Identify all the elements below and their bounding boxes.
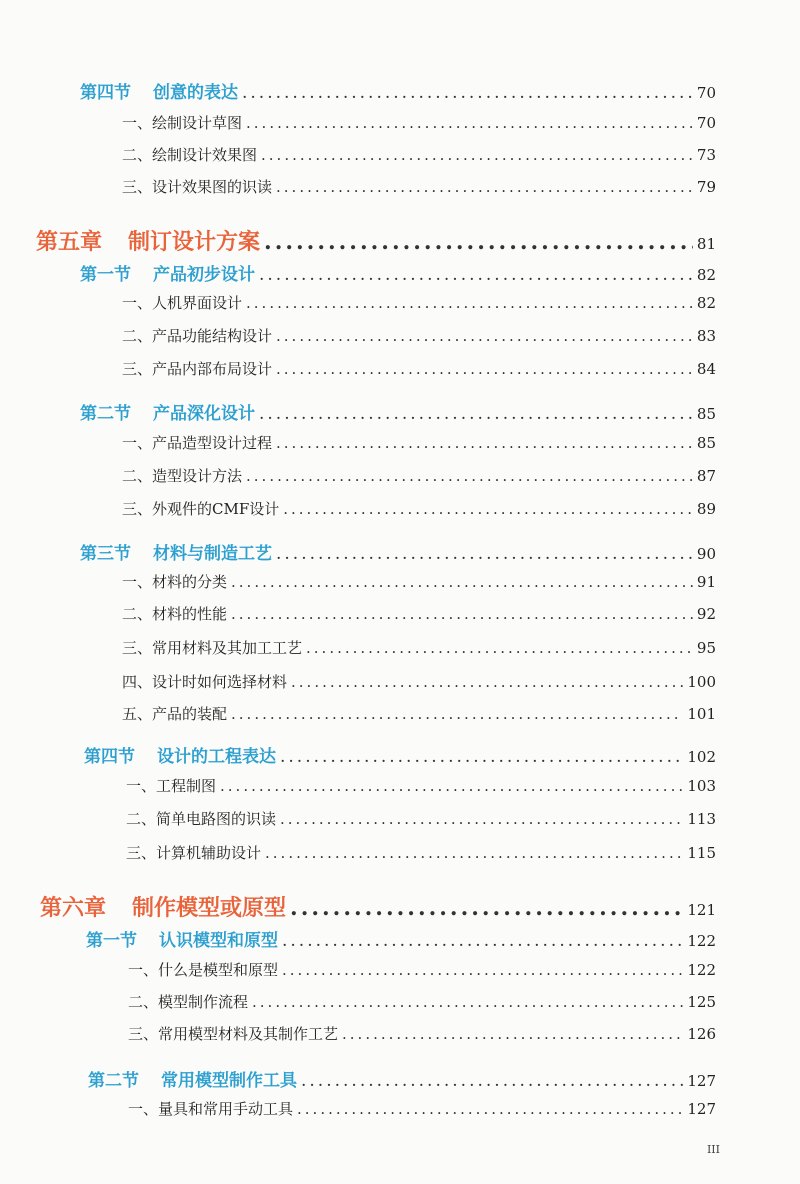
- toc-chapter[interactable]: [40, 891, 716, 922]
- toc-item[interactable]: [122, 571, 716, 592]
- item-title: 三、常用材料及其加工工艺: [122, 639, 303, 657]
- section-title: 认识模型和原型: [159, 931, 278, 951]
- item-title: 三、产品内部布局设计: [122, 360, 273, 378]
- toc-item[interactable]: [122, 144, 716, 165]
- item-title: 一、什么是模型和原型: [128, 961, 279, 979]
- leader-dots: [280, 810, 683, 828]
- toc-item[interactable]: [122, 498, 716, 519]
- leader-dots: [242, 83, 693, 103]
- leader-dots: [276, 178, 693, 196]
- toc-item[interactable]: [126, 808, 716, 829]
- page-number: 91: [696, 573, 716, 591]
- page-number: 92: [696, 605, 716, 623]
- toc-section[interactable]: [86, 926, 716, 951]
- page-number: 83: [696, 327, 716, 345]
- toc-item[interactable]: [122, 465, 716, 486]
- section-number: 第一节: [86, 931, 137, 951]
- page-number: 95: [696, 639, 716, 657]
- leader-dots: [282, 961, 683, 979]
- page-number: 125: [687, 993, 716, 1011]
- page-number: 127: [687, 1100, 716, 1118]
- toc-item[interactable]: [122, 637, 716, 658]
- leader-dots: [290, 895, 683, 921]
- toc-item[interactable]: [126, 775, 716, 796]
- section-number: 第四节: [84, 747, 135, 767]
- leader-dots: [259, 404, 693, 424]
- leader-dots: [306, 639, 693, 657]
- page-number: 85: [696, 434, 716, 452]
- leader-dots: [220, 777, 683, 795]
- item-title: 三、常用模型材料及其制作工艺: [128, 1025, 339, 1043]
- leader-dots: [265, 844, 683, 862]
- leader-dots: [259, 265, 693, 285]
- toc-item[interactable]: [128, 991, 716, 1012]
- leader-dots: [280, 747, 683, 767]
- item-title: 三、设计效果图的识读: [122, 178, 273, 196]
- toc-section[interactable]: [80, 78, 716, 103]
- toc-item[interactable]: [122, 325, 716, 346]
- item-title: 一、量具和常用手动工具: [128, 1100, 294, 1118]
- leader-dots: [276, 434, 693, 452]
- item-title: 三、外观件的CMF设计: [122, 500, 280, 518]
- leader-dots: [231, 605, 693, 623]
- section-number: 第一节: [80, 265, 131, 285]
- section-title: 产品深化设计: [153, 404, 255, 424]
- section-title: 产品初步设计: [153, 265, 255, 285]
- page-number: 90: [696, 545, 716, 563]
- leader-dots: [246, 294, 693, 312]
- section-number: 第二节: [88, 1071, 139, 1091]
- toc-item[interactable]: [128, 959, 716, 980]
- item-title: 二、绘制设计效果图: [122, 146, 258, 164]
- page-number: 70: [696, 84, 716, 102]
- section-title: 设计的工程表达: [157, 747, 276, 767]
- page-number: 121: [687, 901, 716, 919]
- chapter-title: 制作模型或原型: [132, 895, 287, 921]
- leader-dots: [342, 1025, 683, 1043]
- section-number: 第四节: [80, 83, 131, 103]
- leader-dots: [246, 114, 693, 132]
- page-number: 79: [696, 178, 716, 196]
- toc-item[interactable]: [122, 603, 716, 624]
- page-number: 89: [696, 500, 716, 518]
- item-title: 一、人机界面设计: [122, 294, 243, 312]
- page-number: 103: [687, 777, 716, 795]
- leader-dots: [261, 146, 693, 164]
- item-title: 二、产品功能结构设计: [122, 327, 273, 345]
- section-title: 常用模型制作工具: [161, 1071, 297, 1091]
- toc-section[interactable]: [84, 742, 716, 767]
- page-number: 82: [696, 294, 716, 312]
- page-number: 102: [687, 748, 716, 766]
- toc-section[interactable]: [80, 260, 716, 285]
- page-number: 100: [687, 673, 716, 691]
- chapter-number: 第六章: [40, 895, 107, 921]
- page-number: 73: [696, 146, 716, 164]
- page-number: 127: [687, 1072, 716, 1090]
- item-title: 一、工程制图: [126, 777, 217, 795]
- leader-dots: [297, 1100, 683, 1118]
- item-title: 一、绘制设计草图: [122, 114, 243, 132]
- toc-item[interactable]: [122, 703, 716, 724]
- item-title: 二、简单电路图的识读: [126, 810, 277, 828]
- leader-dots: [264, 229, 693, 255]
- page-number: 122: [687, 961, 716, 979]
- section-number: 第三节: [80, 544, 131, 564]
- page-number: 113: [687, 810, 716, 828]
- item-title: 二、造型设计方法: [122, 467, 243, 485]
- leader-dots: [276, 544, 693, 564]
- toc-item[interactable]: [126, 842, 716, 863]
- leader-dots: [276, 360, 693, 378]
- item-title: 四、设计时如何选择材料: [122, 673, 288, 691]
- section-title: 创意的表达: [153, 83, 238, 103]
- leader-dots: [301, 1071, 683, 1091]
- leader-dots: [291, 673, 683, 691]
- page-number: 115: [687, 844, 716, 862]
- toc-item[interactable]: [128, 1023, 716, 1044]
- page-number: 87: [696, 467, 716, 485]
- toc-item[interactable]: [122, 292, 716, 313]
- leader-dots: [282, 931, 683, 951]
- toc-item[interactable]: [122, 176, 716, 197]
- toc-item[interactable]: [122, 671, 716, 692]
- page-number: 82: [696, 266, 716, 284]
- leader-dots: [246, 467, 693, 485]
- leader-dots: [283, 500, 693, 518]
- toc-item[interactable]: [122, 358, 716, 379]
- leader-dots: [231, 573, 693, 591]
- page-number: 84: [696, 360, 716, 378]
- chapter-number: 第五章: [36, 229, 103, 255]
- page-number: 85: [696, 405, 716, 423]
- toc-section[interactable]: [80, 399, 716, 424]
- toc-item[interactable]: [122, 432, 716, 453]
- item-title: 一、产品造型设计过程: [122, 434, 273, 452]
- item-title: 二、模型制作流程: [128, 993, 249, 1011]
- page-number: 126: [687, 1025, 716, 1043]
- page-number: 101: [687, 705, 716, 723]
- page-number: 122: [687, 932, 716, 950]
- page-folio: III: [706, 1143, 720, 1156]
- item-title: 一、材料的分类: [122, 573, 228, 591]
- section-number: 第二节: [80, 404, 131, 424]
- item-title: 二、材料的性能: [122, 605, 228, 623]
- toc-section[interactable]: [80, 539, 716, 564]
- toc-section[interactable]: [88, 1066, 716, 1091]
- page-number: 81: [696, 235, 716, 253]
- leader-dots: [252, 993, 683, 1011]
- chapter-title: 制订设计方案: [128, 229, 261, 255]
- section-title: 材料与制造工艺: [153, 544, 272, 564]
- leader-dots: [231, 705, 683, 723]
- page-number: 70: [696, 114, 716, 132]
- item-title: 三、计算机辅助设计: [126, 844, 262, 862]
- toc-item[interactable]: [122, 112, 716, 133]
- toc-item[interactable]: [128, 1098, 716, 1119]
- leader-dots: [276, 327, 693, 345]
- item-title: 五、产品的装配: [122, 705, 228, 723]
- toc-chapter[interactable]: [36, 225, 716, 256]
